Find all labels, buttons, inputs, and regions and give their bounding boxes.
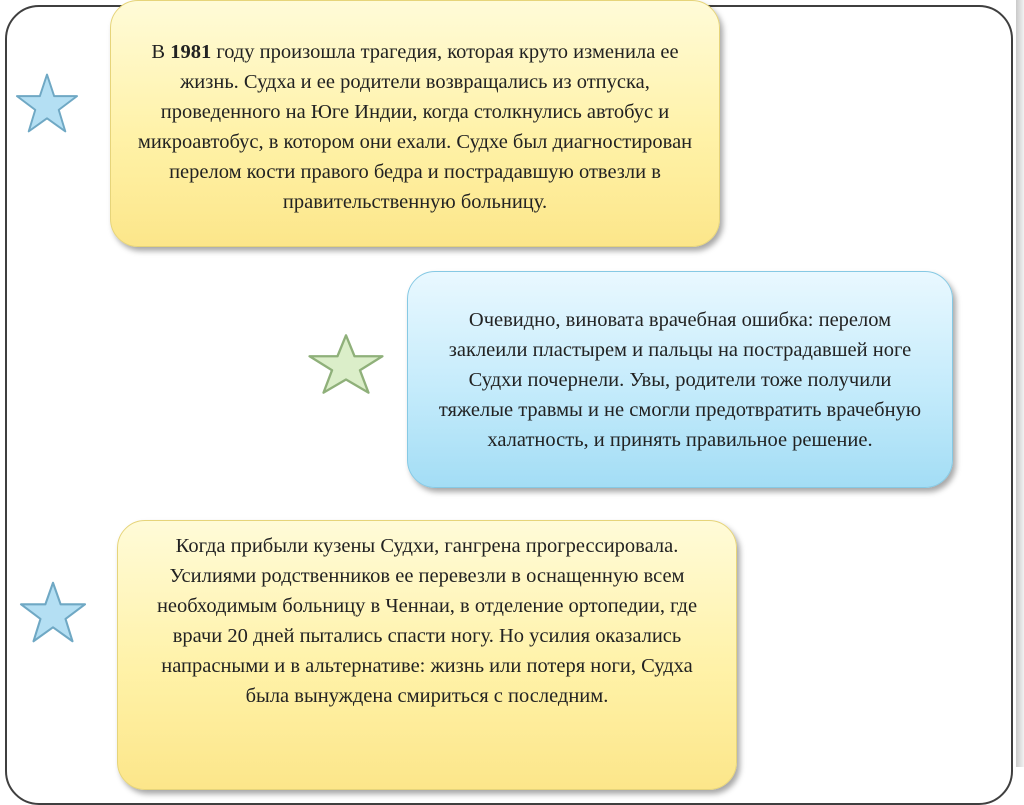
text-box-medical-error-text: Очевидно, виновата врачебная ошибка: перелом заклеили пластырем и пальцы на пострадавшей ноге Судхи почернели. Увы, родители тоже получили тяжелые травмы и не смогли предотвратить врачебную халатность, и принять правильное решение. [438, 308, 922, 451]
text-prefix: В [151, 40, 171, 63]
star-icon [307, 333, 385, 395]
text-box-accident-text [133, 37, 697, 217]
text-box-gangrene-text: Когда прибыли кузены Судхи, гангрена прогрессировала. Усилиями родственников ее перевезли в оснащенную всем необходимым больницу в Ченнаи, в отделение ортопедии, где врачи 20 дней пытались спасти ногу. Но усилия оказались напрасными и в альтернативе: жизнь или потеря ноги, Судха была вынуждена смириться с последним. [156, 535, 698, 707]
text-box-gangrene [117, 520, 737, 790]
text-box-accident [110, 0, 720, 247]
slide-edge-shadow [1016, 0, 1024, 767]
star-icon [18, 580, 88, 644]
star-icon [14, 72, 80, 134]
text-body: году произошла трагедия, которая круто изменила ее жизнь. Судха и ее родители возвращались из отпуска, проведенного на Юге Индии, когда столкнулись автобус и микроавтобус, в котором они ехали. Судхе был диагностирован перелом кости правого бедра и пострадавшую отвезли в правительственную больницу. [137, 40, 693, 213]
year-highlight: 1981 [170, 40, 212, 63]
text-box-medical-error [407, 271, 953, 488]
